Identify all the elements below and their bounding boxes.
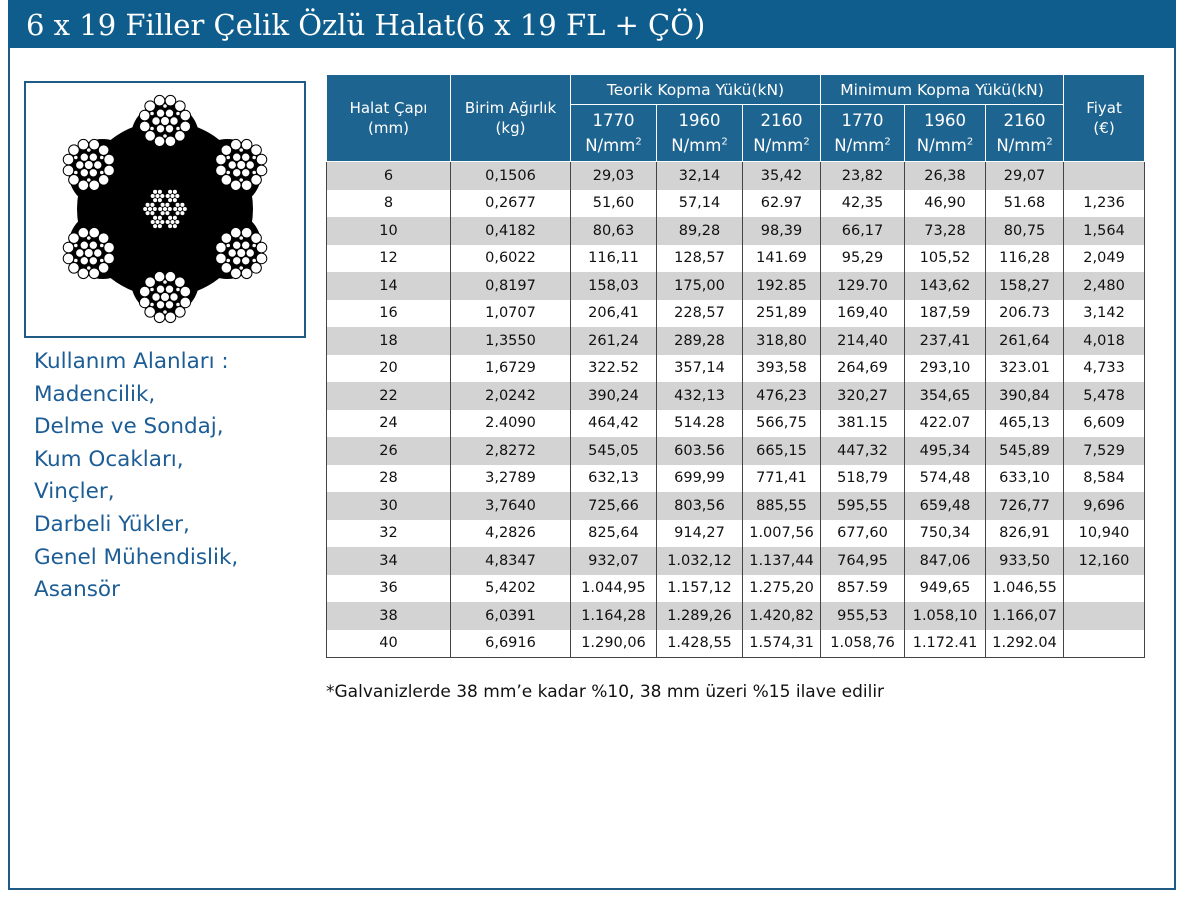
cell-minimum-1770: 677,60 xyxy=(821,520,905,548)
cell-minimum-1960: 574,48 xyxy=(905,465,986,493)
cell-theoretical-1960: 803,56 xyxy=(657,492,743,520)
cell-minimum-2160: 390,84 xyxy=(986,382,1064,410)
cell-theoretical-2160: 1.420,82 xyxy=(743,602,821,630)
cell-theoretical-1770: 322.52 xyxy=(571,355,657,383)
cell-diameter: 38 xyxy=(327,602,451,630)
table-row xyxy=(327,602,1145,630)
cell-minimum-2160: 933,50 xyxy=(986,547,1064,575)
cell-weight: 2,8272 xyxy=(451,437,571,465)
table-row xyxy=(327,300,1145,328)
cell-minimum-1960: 73,28 xyxy=(905,217,986,245)
cell-diameter: 30 xyxy=(327,492,451,520)
header-diameter: Halat Çapı (mm) xyxy=(327,75,451,162)
cell-minimum-1770: 23,82 xyxy=(821,162,905,190)
cell-theoretical-1770: 158,03 xyxy=(571,272,657,300)
cell-minimum-1770: 169,40 xyxy=(821,300,905,328)
cell-theoretical-1960: 32,14 xyxy=(657,162,743,190)
usage-item: Kum Ocakları, xyxy=(34,446,184,472)
rope-diagram xyxy=(24,81,306,338)
cell-weight: 0,4182 xyxy=(451,217,571,245)
cell-theoretical-1770: 825,64 xyxy=(571,520,657,548)
cell-minimum-1960: 46,90 xyxy=(905,190,986,218)
usage-item: Madencilik, xyxy=(34,381,156,407)
cell-theoretical-1770: 51,60 xyxy=(571,190,657,218)
cell-minimum-2160: 80,75 xyxy=(986,217,1064,245)
cell-theoretical-2160: 476,23 xyxy=(743,382,821,410)
cell-diameter: 28 xyxy=(327,465,451,493)
cell-diameter: 26 xyxy=(327,437,451,465)
cell-theoretical-2160: 318,80 xyxy=(743,327,821,355)
table-row xyxy=(327,272,1145,300)
cell-price: 7,529 xyxy=(1064,437,1145,465)
cell-weight: 3,7640 xyxy=(451,492,571,520)
cell-minimum-1770: 320,27 xyxy=(821,382,905,410)
table-row xyxy=(327,382,1145,410)
cell-minimum-2160: 633,10 xyxy=(986,465,1064,493)
cell-theoretical-2160: 665,15 xyxy=(743,437,821,465)
cell-theoretical-2160: 192.85 xyxy=(743,272,821,300)
cell-minimum-2160: 116,28 xyxy=(986,245,1064,273)
cell-theoretical-1960: 57,14 xyxy=(657,190,743,218)
cell-minimum-1960: 26,38 xyxy=(905,162,986,190)
cell-theoretical-1960: 603.56 xyxy=(657,437,743,465)
cell-theoretical-2160: 62.97 xyxy=(743,190,821,218)
usage-item: Vinçler, xyxy=(34,479,115,505)
cell-weight: 0,8197 xyxy=(451,272,571,300)
cell-minimum-2160: 726,77 xyxy=(986,492,1064,520)
cell-diameter: 32 xyxy=(327,520,451,548)
cell-price: 12,160 xyxy=(1064,547,1145,575)
cell-minimum-1960: 495,34 xyxy=(905,437,986,465)
cell-minimum-2160: 261,64 xyxy=(986,327,1064,355)
cell-theoretical-1770: 632,13 xyxy=(571,465,657,493)
cell-weight: 1,0707 xyxy=(451,300,571,328)
cell-diameter: 22 xyxy=(327,382,451,410)
usage-areas xyxy=(34,346,238,607)
page-title: 6 x 19 Filler Çelik Özlü Halat(6 x 19 FL + ÇÖ) xyxy=(26,8,706,42)
cell-diameter: 36 xyxy=(327,575,451,603)
cell-price: 4,733 xyxy=(1064,355,1145,383)
galvanized-note: *Galvanizlerde 38 mm’e kadar %10, 38 mm üzeri %15 ilave edilir xyxy=(326,682,885,702)
cell-minimum-1960: 949,65 xyxy=(905,575,986,603)
cell-minimum-2160: 1.046,55 xyxy=(986,575,1064,603)
title-bar xyxy=(8,0,1176,48)
table-row xyxy=(327,355,1145,383)
table-row xyxy=(327,190,1145,218)
cell-minimum-1770: 66,17 xyxy=(821,217,905,245)
usage-heading: Kullanım Alanları : xyxy=(34,349,229,374)
cell-minimum-2160: 51.68 xyxy=(986,190,1064,218)
cell-theoretical-2160: 1.137,44 xyxy=(743,547,821,575)
cell-theoretical-2160: 566,75 xyxy=(743,410,821,438)
cell-minimum-2160: 323.01 xyxy=(986,355,1064,383)
cell-theoretical-2160: 98,39 xyxy=(743,217,821,245)
cell-minimum-1960: 354,65 xyxy=(905,382,986,410)
cell-weight: 6,6916 xyxy=(451,630,571,658)
cell-theoretical-1770: 725,66 xyxy=(571,492,657,520)
cell-theoretical-2160: 1.007,56 xyxy=(743,520,821,548)
cell-theoretical-2160: 35,42 xyxy=(743,162,821,190)
wire-rope-cross-section-icon xyxy=(26,83,304,336)
header-weight: Birim Ağırlık (kg) xyxy=(451,75,571,162)
cell-theoretical-1770: 116,11 xyxy=(571,245,657,273)
cell-diameter: 12 xyxy=(327,245,451,273)
cell-theoretical-1960: 699,99 xyxy=(657,465,743,493)
cell-price xyxy=(1064,630,1145,658)
cell-minimum-1960: 422.07 xyxy=(905,410,986,438)
cell-weight: 5,4202 xyxy=(451,575,571,603)
table-row xyxy=(327,630,1145,658)
cell-minimum-1960: 1.058,10 xyxy=(905,602,986,630)
cell-theoretical-2160: 885,55 xyxy=(743,492,821,520)
cell-weight: 0,1506 xyxy=(451,162,571,190)
cell-diameter: 16 xyxy=(327,300,451,328)
cell-minimum-1960: 105,52 xyxy=(905,245,986,273)
cell-theoretical-1770: 1.044,95 xyxy=(571,575,657,603)
header-theoretical-break-load: Teorik Kopma Yükü(kN) xyxy=(571,75,821,105)
cell-diameter: 8 xyxy=(327,190,451,218)
cell-weight: 0,2677 xyxy=(451,190,571,218)
cell-price xyxy=(1064,602,1145,630)
cell-minimum-2160: 29,07 xyxy=(986,162,1064,190)
cell-diameter: 10 xyxy=(327,217,451,245)
cell-theoretical-1960: 1.289,26 xyxy=(657,602,743,630)
cell-weight: 6,0391 xyxy=(451,602,571,630)
cell-price: 3,142 xyxy=(1064,300,1145,328)
cell-minimum-1770: 518,79 xyxy=(821,465,905,493)
table-row xyxy=(327,547,1145,575)
cell-price: 8,584 xyxy=(1064,465,1145,493)
cell-theoretical-1960: 432,13 xyxy=(657,382,743,410)
cell-minimum-1770: 264,69 xyxy=(821,355,905,383)
cell-minimum-1770: 1.058,76 xyxy=(821,630,905,658)
cell-theoretical-2160: 1.574,31 xyxy=(743,630,821,658)
cell-theoretical-2160: 771,41 xyxy=(743,465,821,493)
cell-theoretical-1960: 914,27 xyxy=(657,520,743,548)
cell-minimum-1960: 293,10 xyxy=(905,355,986,383)
cell-minimum-2160: 465,13 xyxy=(986,410,1064,438)
cell-theoretical-1960: 1.032,12 xyxy=(657,547,743,575)
cell-price: 4,018 xyxy=(1064,327,1145,355)
cell-price xyxy=(1064,575,1145,603)
cell-minimum-1960: 187,59 xyxy=(905,300,986,328)
cell-price: 5,478 xyxy=(1064,382,1145,410)
cell-minimum-2160: 206.73 xyxy=(986,300,1064,328)
table-body xyxy=(327,162,1145,658)
cell-weight: 4,2826 xyxy=(451,520,571,548)
cell-minimum-1770: 764,95 xyxy=(821,547,905,575)
cell-diameter: 18 xyxy=(327,327,451,355)
cell-minimum-1960: 750,34 xyxy=(905,520,986,548)
cell-diameter: 20 xyxy=(327,355,451,383)
cell-theoretical-1770: 390,24 xyxy=(571,382,657,410)
cell-minimum-1960: 143,62 xyxy=(905,272,986,300)
cell-minimum-1960: 1.172.41 xyxy=(905,630,986,658)
cell-theoretical-1960: 514.28 xyxy=(657,410,743,438)
cell-theoretical-1960: 1.157,12 xyxy=(657,575,743,603)
cell-theoretical-1770: 80,63 xyxy=(571,217,657,245)
table-row xyxy=(327,410,1145,438)
usage-item: Asansör xyxy=(34,577,120,603)
cell-minimum-1770: 42,35 xyxy=(821,190,905,218)
cell-theoretical-1770: 29,03 xyxy=(571,162,657,190)
header-grade-2160: 2160 $N/mm^2$ xyxy=(743,105,821,162)
header-min-grade-1770: 1770 $N/mm^2$ xyxy=(821,105,905,162)
cell-theoretical-1770: 261,24 xyxy=(571,327,657,355)
table-row xyxy=(327,437,1145,465)
cell-theoretical-1960: 128,57 xyxy=(657,245,743,273)
header-min-grade-2160: 2160 $N/mm^2$ xyxy=(986,105,1064,162)
cell-weight: 2.4090 xyxy=(451,410,571,438)
cell-theoretical-1770: 1.290,06 xyxy=(571,630,657,658)
cell-price: 9,696 xyxy=(1064,492,1145,520)
cell-price: 6,609 xyxy=(1064,410,1145,438)
header-min-grade-1960: 1960 $N/mm^2$ xyxy=(905,105,986,162)
cell-minimum-1770: 857.59 xyxy=(821,575,905,603)
cell-minimum-1770: 95,29 xyxy=(821,245,905,273)
cell-theoretical-1770: 1.164,28 xyxy=(571,602,657,630)
table-row xyxy=(327,575,1145,603)
usage-item: Delme ve Sondaj, xyxy=(34,414,224,440)
cell-price: 2,049 xyxy=(1064,245,1145,273)
header-minimum-break-load: Minimum Kopma Yükü(kN) xyxy=(821,75,1064,105)
cell-diameter: 34 xyxy=(327,547,451,575)
cell-price: 1,236 xyxy=(1064,190,1145,218)
cell-weight: 4,8347 xyxy=(451,547,571,575)
cell-price xyxy=(1064,162,1145,190)
cell-weight: 1,3550 xyxy=(451,327,571,355)
cell-diameter: 6 xyxy=(327,162,451,190)
cell-weight: 1,6729 xyxy=(451,355,571,383)
cell-weight: 3,2789 xyxy=(451,465,571,493)
cell-price: 1,564 xyxy=(1064,217,1145,245)
cell-diameter: 40 xyxy=(327,630,451,658)
table-row xyxy=(327,245,1145,273)
usage-item: Darbeli Yükler, xyxy=(34,511,190,537)
cell-theoretical-1960: 228,57 xyxy=(657,300,743,328)
table-row xyxy=(327,465,1145,493)
cell-minimum-1960: 847,06 xyxy=(905,547,986,575)
cell-minimum-1770: 955,53 xyxy=(821,602,905,630)
cell-minimum-1960: 237,41 xyxy=(905,327,986,355)
table-row xyxy=(327,162,1145,190)
cell-diameter: 14 xyxy=(327,272,451,300)
table-row xyxy=(327,327,1145,355)
cell-theoretical-1770: 464,42 xyxy=(571,410,657,438)
cell-theoretical-1960: 357,14 xyxy=(657,355,743,383)
cell-minimum-2160: 1.166,07 xyxy=(986,602,1064,630)
cell-price: 2,480 xyxy=(1064,272,1145,300)
spec-table xyxy=(326,74,1145,658)
cell-minimum-1770: 381.15 xyxy=(821,410,905,438)
cell-theoretical-2160: 1.275,20 xyxy=(743,575,821,603)
cell-minimum-1770: 214,40 xyxy=(821,327,905,355)
cell-minimum-1770: 595,55 xyxy=(821,492,905,520)
cell-minimum-1770: 129.70 xyxy=(821,272,905,300)
cell-theoretical-2160: 393,58 xyxy=(743,355,821,383)
cell-theoretical-2160: 141.69 xyxy=(743,245,821,273)
cell-theoretical-2160: 251,89 xyxy=(743,300,821,328)
header-grade-1960: 1960 $N/mm^2$ xyxy=(657,105,743,162)
header-price: Fiyat (€) xyxy=(1064,75,1145,162)
header-grade-1770: 1770 $N/mm^2$ xyxy=(571,105,657,162)
cell-price: 10,940 xyxy=(1064,520,1145,548)
cell-theoretical-1960: 289,28 xyxy=(657,327,743,355)
cell-weight: 0,6022 xyxy=(451,245,571,273)
cell-minimum-2160: 545,89 xyxy=(986,437,1064,465)
cell-theoretical-1770: 206,41 xyxy=(571,300,657,328)
table-row xyxy=(327,492,1145,520)
cell-diameter: 24 xyxy=(327,410,451,438)
cell-weight: 2,0242 xyxy=(451,382,571,410)
cell-theoretical-1770: 932,07 xyxy=(571,547,657,575)
cell-theoretical-1960: 89,28 xyxy=(657,217,743,245)
cell-minimum-1960: 659,48 xyxy=(905,492,986,520)
cell-theoretical-1960: 175,00 xyxy=(657,272,743,300)
cell-minimum-2160: 1.292.04 xyxy=(986,630,1064,658)
cell-theoretical-1770: 545,05 xyxy=(571,437,657,465)
usage-item: Genel Mühendislik, xyxy=(34,544,239,570)
cell-theoretical-1960: 1.428,55 xyxy=(657,630,743,658)
cell-minimum-1770: 447,32 xyxy=(821,437,905,465)
cell-minimum-2160: 826,91 xyxy=(986,520,1064,548)
cell-minimum-2160: 158,27 xyxy=(986,272,1064,300)
table-row xyxy=(327,217,1145,245)
table-row xyxy=(327,520,1145,548)
